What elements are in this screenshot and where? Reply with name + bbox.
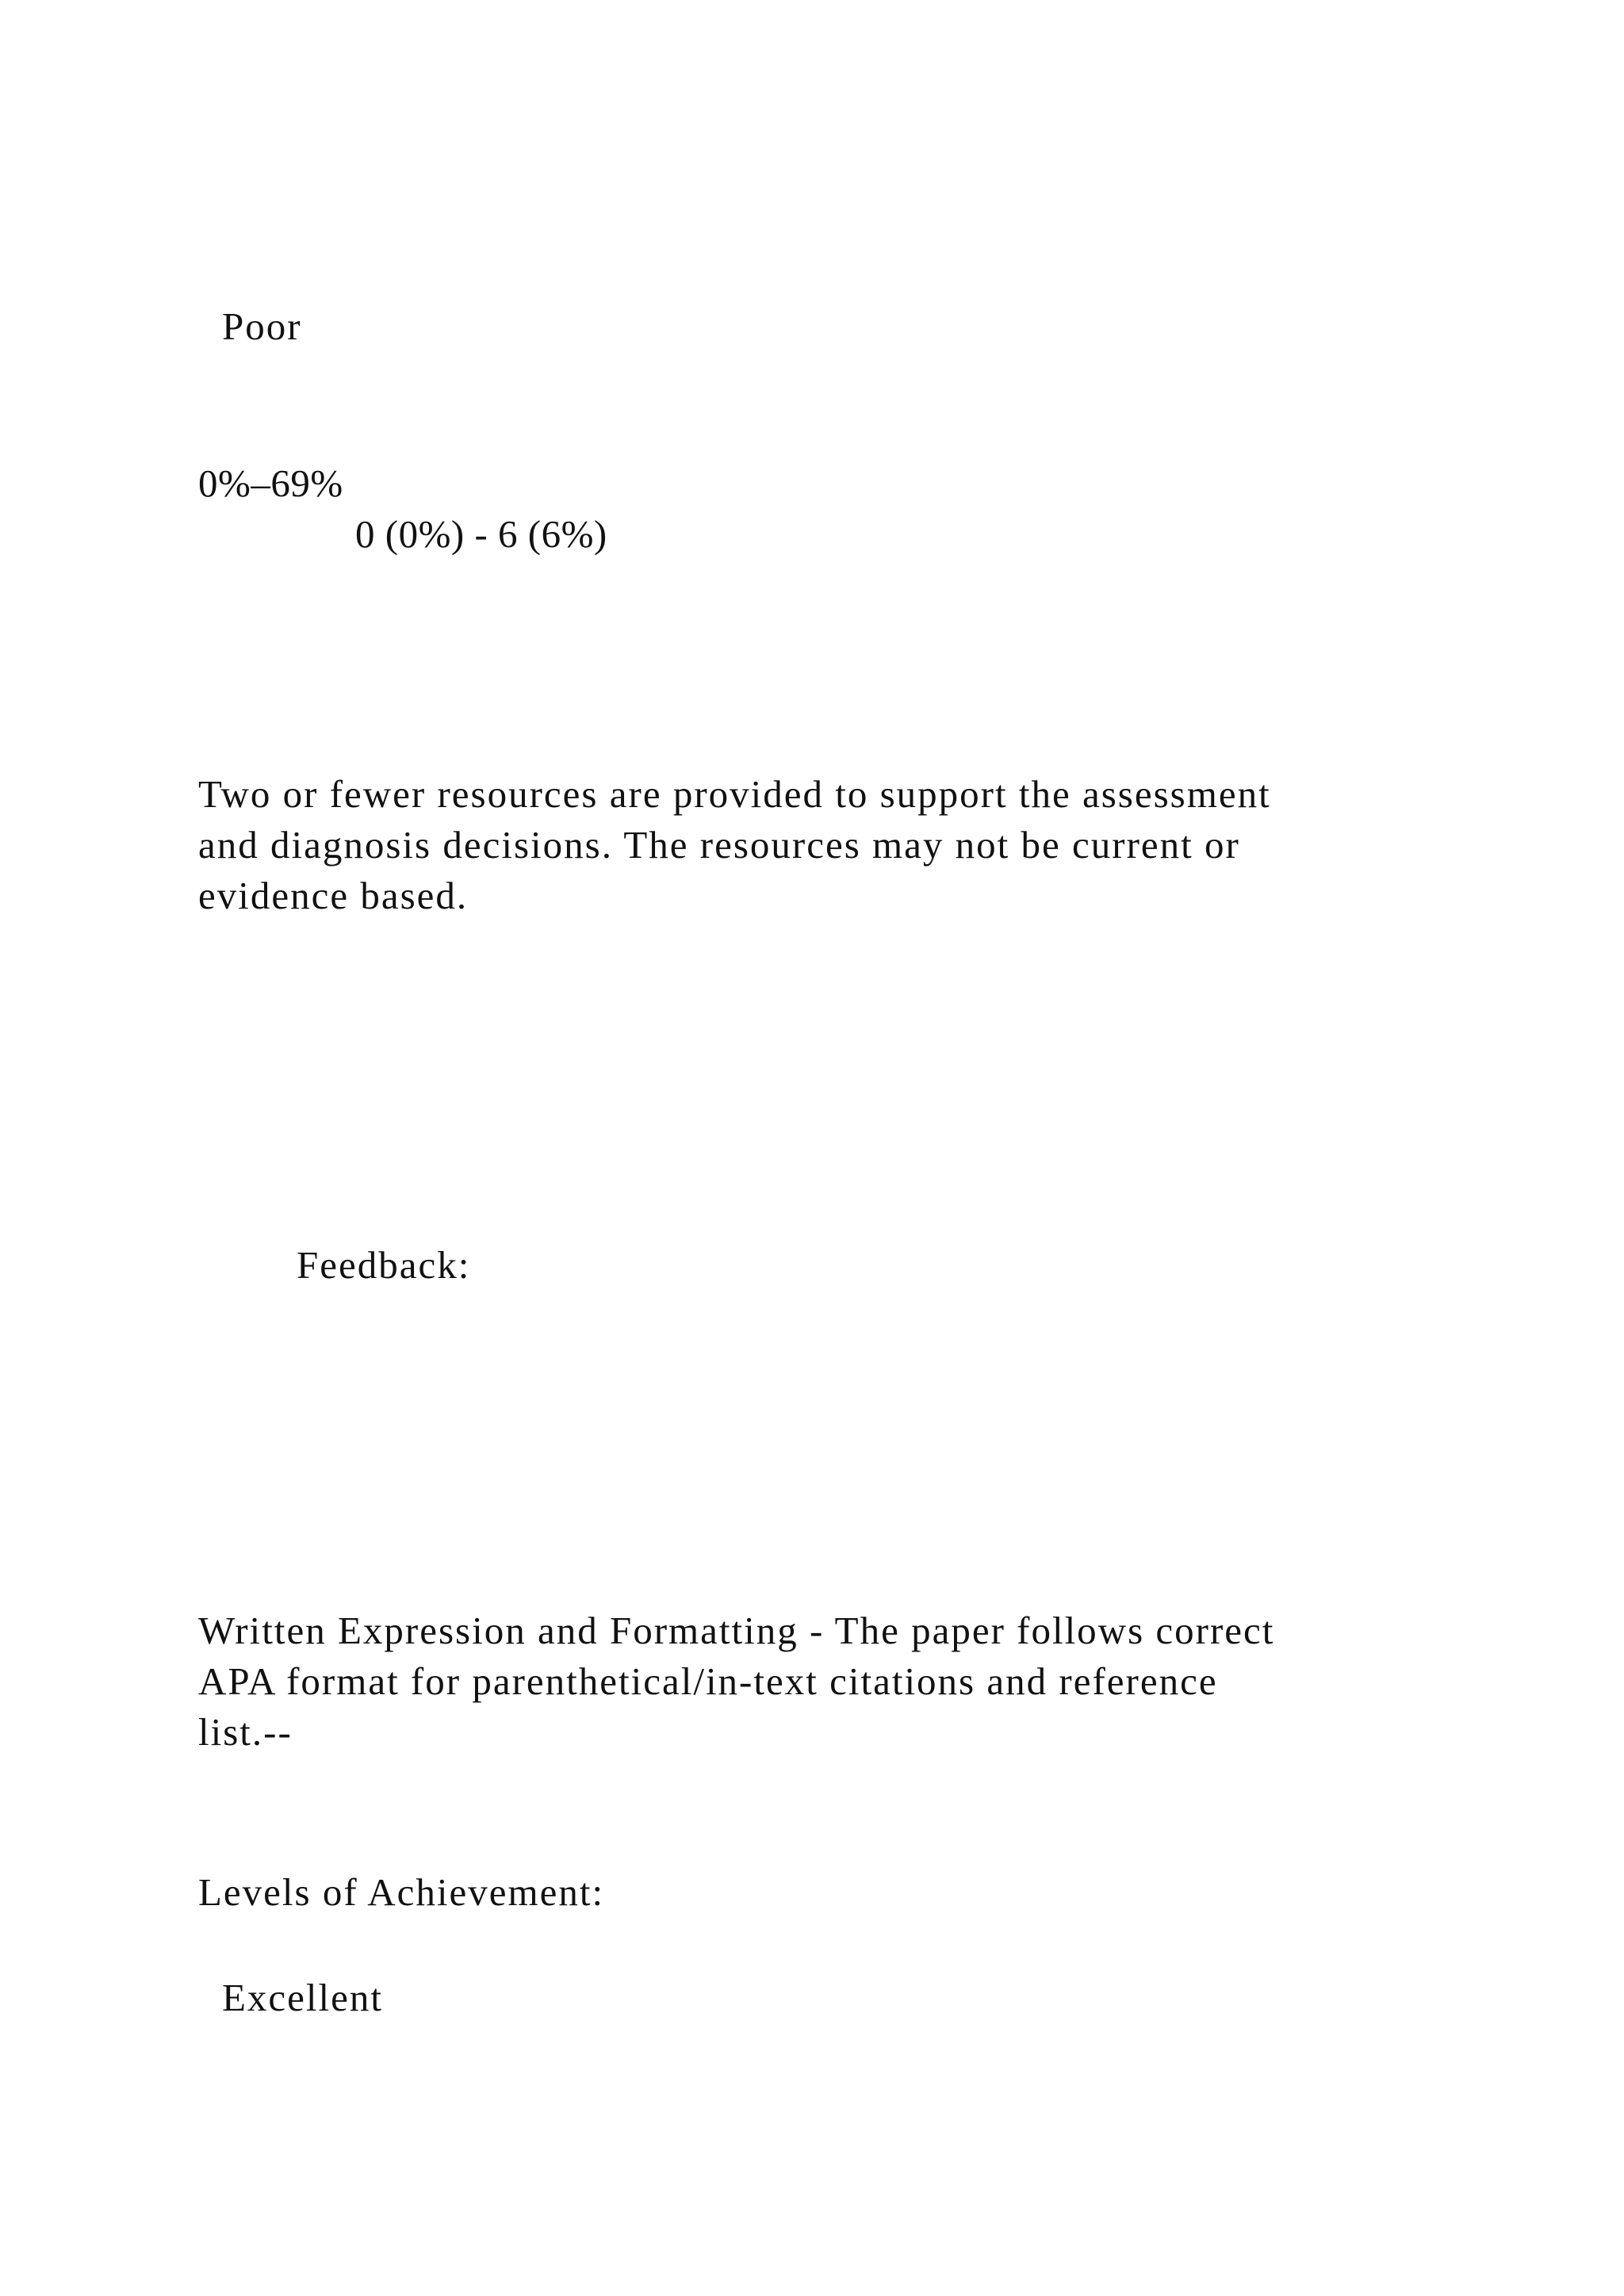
levels-heading: Levels of Achievement: (198, 1870, 605, 1914)
level-label-poor: Poor (222, 304, 302, 348)
criterion-description-line: APA format for parenthetical/in-text citations and reference (198, 1659, 1218, 1703)
percent-range: 0%–69% (198, 461, 343, 505)
level-label-excellent: Excellent (222, 1976, 384, 2019)
feedback-label: Feedback: (297, 1243, 471, 1287)
poor-description-line: and diagnosis decisions. The resources may not be current or (198, 823, 1240, 867)
points-range: 0 (0%) - 6 (6%) (355, 512, 607, 556)
poor-description-line: evidence based. (198, 874, 469, 917)
criterion-description-line: Written Expression and Formatting - The paper follows correct (198, 1609, 1275, 1652)
poor-description (198, 769, 1271, 921)
poor-description-line: Two or fewer resources are provided to support the assessment (198, 772, 1271, 816)
criterion-description (198, 1605, 1274, 1758)
criterion-description-line: list.-- (198, 1710, 293, 1754)
